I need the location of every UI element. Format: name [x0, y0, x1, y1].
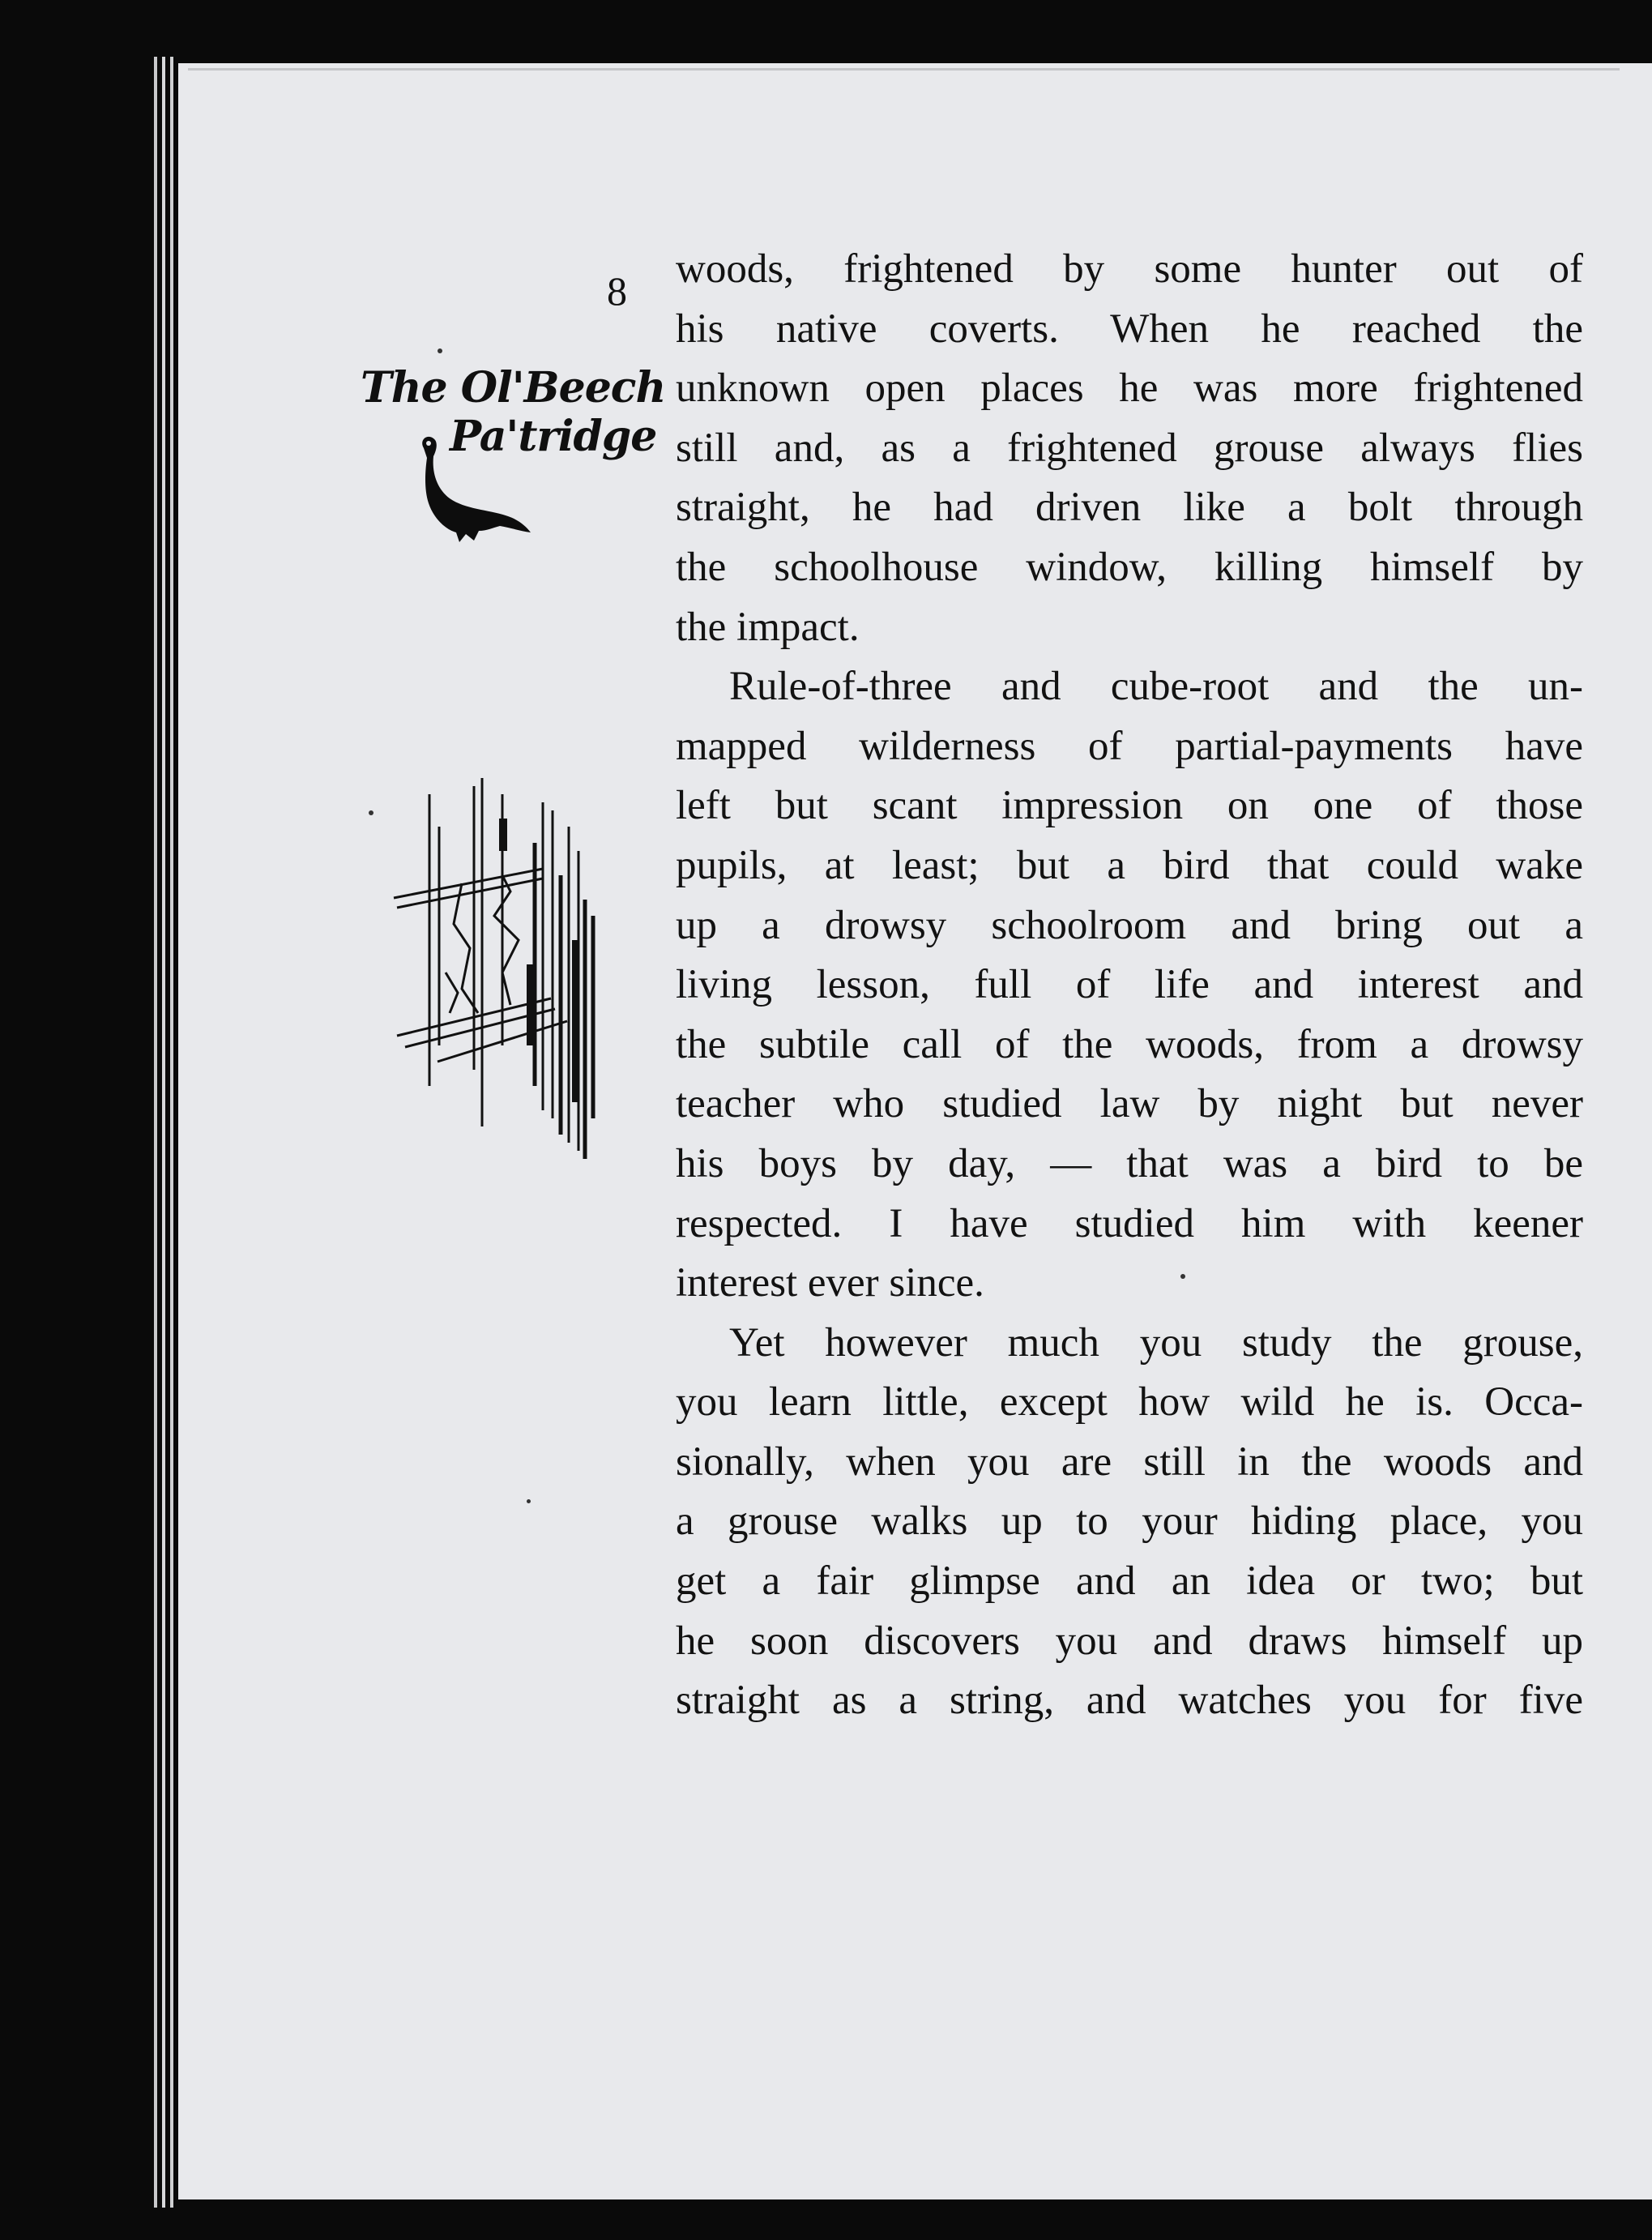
- body-text: [676, 240, 1583, 1731]
- page-top-edge: [188, 68, 1620, 71]
- text-line: straight as a string, and watches you for five: [676, 1678, 1583, 1724]
- text-line: teacher who studied law by night but never: [676, 1081, 1583, 1127]
- text-line: sionally, when you are still in the woods and: [676, 1438, 1583, 1485]
- text-line: mapped wilderness of partial-payments have: [676, 723, 1583, 769]
- page-edge: [162, 57, 165, 2208]
- text-line: respected. I have studied him with keener: [676, 1200, 1583, 1246]
- text-line: Yet however much you study the grouse,: [729, 1319, 1583, 1366]
- page-number: 8: [607, 268, 627, 314]
- paragraph-2: [676, 657, 1583, 1314]
- scan-speck: [369, 810, 374, 815]
- text-line: up a drowsy schoolroom and bring out a: [676, 902, 1583, 948]
- text-line: woods, frightened by some hunter out of: [676, 246, 1583, 292]
- paragraph-1: [676, 240, 1583, 657]
- scan-speck: [1180, 1274, 1185, 1279]
- running-title-line1: The Ol'Beech: [361, 363, 666, 413]
- paragraph-3: [676, 1314, 1583, 1731]
- text-line: he soon discovers you and draws himself up: [676, 1618, 1583, 1664]
- text-line: straight, he had driven like a bolt through: [676, 485, 1583, 531]
- scan-speck: [438, 348, 442, 353]
- text-line: the subtile call of the woods, from a drowsy: [676, 1021, 1583, 1067]
- text-line: living lesson, full of life and interest and: [676, 962, 1583, 1008]
- running-title: [361, 363, 668, 558]
- text-line: a grouse walks up to your hiding place, you: [676, 1498, 1583, 1545]
- text-line-last: interest ever since.: [676, 1260, 984, 1306]
- text-line-last: the impact.: [676, 604, 860, 650]
- text-line: his native coverts. When he reached the: [676, 306, 1583, 352]
- scan-speck: [527, 1499, 531, 1503]
- text-line: get a fair glimpse and an idea or two; but: [676, 1558, 1583, 1605]
- running-title-line2: Pa'tridge: [450, 412, 657, 461]
- text-line: pupils, at least; but a bird that could wake: [676, 842, 1583, 888]
- text-line: Rule-of-three and cube-root and the un-: [729, 664, 1583, 710]
- schoolhouse-window-illustration: [381, 778, 632, 1159]
- text-line: unknown open places he was more frightened: [676, 365, 1583, 412]
- text-line: you learn little, except how wild he is. Occa-: [676, 1379, 1583, 1426]
- text-line: the schoolhouse window, killing himself by: [676, 544, 1583, 590]
- text-line: left but scant impression on one of those: [676, 783, 1583, 829]
- grouse-silhouette-icon: [409, 432, 539, 545]
- page-edge: [154, 57, 157, 2208]
- text-line: his boys by day, — that was a bird to be: [676, 1140, 1583, 1186]
- text-line: still and, as a frightened grouse always flies: [676, 425, 1583, 471]
- page-edge: [170, 57, 173, 2208]
